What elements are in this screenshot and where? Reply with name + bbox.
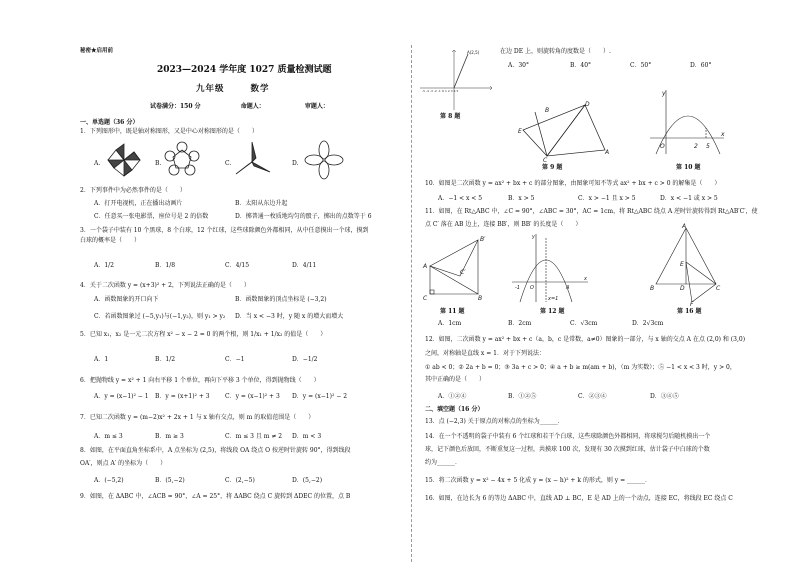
q2-option-c: C．任意买一张电影票，座位号是 2 的倍数 xyxy=(94,213,209,220)
q4-option-b: B．函数图象的顶点坐标是 (−3,2) xyxy=(235,296,327,303)
q5-option-b: B．1/2 xyxy=(155,356,176,363)
q8-option-b: B．(5,−2) xyxy=(155,477,185,484)
svg-text:C: C xyxy=(543,157,548,164)
figure-16-equilateral-triangle xyxy=(650,222,730,306)
q1-option-b: B. xyxy=(155,160,162,167)
question-12-line4: 其中正确的是（ ） xyxy=(425,376,486,383)
question-7: 7．已知二次函数 y = (m−2)x² + 2x + 1 与 x 轴有交点，则 m 的取值范围是（ ） xyxy=(80,414,315,421)
question-2: 2．下列事件中为必然事件的是（ ） xyxy=(80,187,186,194)
question-1: 1．下列图形中，既是轴对称图形，又是中心对称图形的是（ ） xyxy=(80,128,258,135)
q5-option-d: D．−1/2 xyxy=(292,356,318,363)
question-4: 4．关于二次函数 y = (x+3)² + 2，下列说法正确的是（ ） xyxy=(80,282,250,289)
q8-option-d: D．(5,−2) xyxy=(292,477,323,484)
svg-text:C: C xyxy=(423,295,428,302)
question-12-line3: ① ab < 0；② 2a + b = 0；③ 3a + c > 0；④ a + b ≥ m(am + b)，（m 为实数）；⑤ −1 < x < 3 时，y > 0， xyxy=(425,364,736,371)
question-14-line2: 球，记下颜色后放回，不断重复这一过程，共摸球 100 次，发现有 30 次摸到红球，估计袋子中白球的个数 xyxy=(425,446,710,453)
figure-11-triangles xyxy=(422,232,492,304)
q5-option-a: A．1 xyxy=(94,356,109,363)
pinwheel-figure xyxy=(104,140,144,180)
svg-text:y: y xyxy=(532,234,535,240)
question-11-line1: 11．如图，在 Rt△ABC 中，∠C = 90°，∠ABC = 30°，AC = 1cm，将 Rt△ABC 绕点 A 逆时针旋转得到 Rt△AB′C′，使 xyxy=(425,208,758,215)
q10-option-b: B．x > 5 xyxy=(508,195,535,202)
question-13: 13．点 (−2,3) 关于原点的对称点的坐标为______． xyxy=(425,418,564,425)
q11-option-c: C．√3cm xyxy=(570,320,598,327)
secret-label: 秘密★启用前 xyxy=(80,48,114,54)
q12-option-c: C．②③④ xyxy=(578,393,607,400)
q1-option-a: A. xyxy=(94,160,101,167)
svg-text:y: y xyxy=(662,90,666,97)
question-9-line2: 在边 DE 上，则旋转角的度数是（ ）. xyxy=(500,48,611,55)
q4-option-d: D．当 x < −3 时，y 随 x 的增大而增大 xyxy=(235,313,344,320)
subject-label: 数学 xyxy=(250,84,270,94)
question-16: 16．如图，在边长为 6 的等边 ΔABC 中，直线 AD ⊥ BC，E 是 AD 上的一个动点，连接 EC，将线段 EC 绕点 C xyxy=(425,495,733,502)
figure-9-triangles xyxy=(515,100,615,164)
svg-text:-1: -1 xyxy=(515,285,520,291)
q7-option-a: A．m ≤ 3 xyxy=(94,433,123,440)
svg-text:D: D xyxy=(585,101,590,108)
q8-option-c: C．(2,−5) xyxy=(225,477,255,484)
svg-text:B: B xyxy=(545,107,550,114)
q2-option-a: A．打开电视机，正在播出动画片 xyxy=(94,200,183,207)
q4-option-a: A．函数图象的开口向下 xyxy=(94,296,159,303)
svg-text:D: D xyxy=(680,285,685,292)
question-8-line1: 8．如图，在平面直角坐标系中，A 点坐标为 (2,5)，将线段 OA 绕点 O 按逆时针旋转 90°，得到线段 xyxy=(80,447,351,454)
figure-12-parabola xyxy=(510,232,590,304)
q3-option-b: B．1/8 xyxy=(155,262,176,269)
question-11-line2: 点 C′ 落在 AB 边上，连接 BB′，则 BB′ 的长度是（ ） xyxy=(425,221,582,228)
question-5: 5．已知 x₁，x₂ 是一元二次方程 x² − x − 2 = 0 的两个根，则 1/x₁ + 1/x₂ 的值是（ ） xyxy=(80,331,327,338)
q10-option-d: D．x < −1 或 x > 5 xyxy=(660,195,718,202)
q7-option-b: B．m ≥ 3 xyxy=(155,433,184,440)
q7-option-d: D．m < 3 xyxy=(292,433,322,440)
svg-text:E: E xyxy=(518,128,522,135)
svg-text:B′: B′ xyxy=(480,236,486,243)
setter-label: 命题人： xyxy=(240,103,265,110)
q12-option-d: D．③④⑤ xyxy=(650,393,679,400)
figure-8-coordinate-plane xyxy=(418,48,498,114)
q2-option-b: B．太阳从东边升起 xyxy=(235,200,288,207)
svg-text:A: A xyxy=(682,223,687,230)
question-3-line1: 3．一个袋子中装有 10 个黑球，8 个白球，12 个红球，这些球除颜色外都相同，从中任意摸出一个球，摸到 xyxy=(80,227,369,234)
question-10: 10．如图是二次函数 y = ax² + bx + c 的部分图象，由图象可知不等式 ax² + bx + c > 0 的解集是（ ） xyxy=(425,180,721,187)
question-9: 9．如图，在 ΔABC 中，∠ACB = 90°，∠A = 25°，将 ΔABC 绕点 C 旋转到 ΔDEC 的位置，点 B xyxy=(80,493,351,500)
q6-option-b: B．y = (x+1)² + 3 xyxy=(155,393,210,400)
svg-text:C: C xyxy=(716,285,721,292)
svg-text:A: A xyxy=(605,149,610,156)
q9-option-d: D．60° xyxy=(690,62,712,69)
svg-text:B: B xyxy=(650,285,655,292)
pentagon-flower-figure xyxy=(162,140,202,180)
q3-option-c: C．4/15 xyxy=(225,262,250,269)
q3-option-a: A．1/2 xyxy=(94,262,114,269)
svg-text:x: x xyxy=(584,276,587,282)
q3-option-d: D．4/11 xyxy=(292,262,317,269)
q9-option-c: C．50° xyxy=(630,62,652,69)
figure-8-point-label: A(2,5) xyxy=(467,50,480,55)
q10-option-c: C．x > −1 且 x > 5 xyxy=(578,195,636,202)
question-12-line1: 12．如图，二次函数 y = ax² + bx + c（a，b，c 是常数，a≠0）图象的一部分，与 x 轴的交点 A 在点 (2,0) 和 (3,0) xyxy=(425,336,746,343)
figure-9-caption: 第 9 题 xyxy=(542,164,563,171)
q6-option-c: C．y = (x−1)² + 3 xyxy=(225,393,280,400)
question-8-line2: OA′，则点 A′ 的坐标为（ ） xyxy=(80,460,167,467)
three-blade-figure xyxy=(232,140,272,180)
q7-option-c: C．m ≤ 3 且 m ≠ 2 xyxy=(225,433,283,440)
figure-12-caption: 第 12 题 xyxy=(540,308,565,315)
svg-text:A: A xyxy=(566,285,570,291)
svg-text:x=1: x=1 xyxy=(548,296,559,302)
svg-text:O: O xyxy=(530,285,534,291)
svg-text:-5 -4 -3 -2 -1 O 1 2 3 4 5: -5 -4 -3 -2 -1 O 1 2 3 4 5 xyxy=(422,89,459,93)
q5-option-c: C．−1 xyxy=(225,356,245,363)
q6-option-a: A．y = (x−1)² − 1 xyxy=(94,393,149,400)
q4-option-c: C．若函数图象过 (−5,y₁)与(−1,y₂)，则 y₁ > y₂ xyxy=(94,313,226,320)
grade-label: 九年级 xyxy=(196,84,225,94)
exam-title: 2023—2024 学年度 1027 质量检测试题 xyxy=(157,65,332,75)
question-6: 6．把抛物线 y = x² + 1 向右平移 1 个单位，再向下平移 3 个单位，得到抛物线（ ） xyxy=(80,377,320,384)
question-12-line2: 之间，对称轴是直线 x = 1．对于下列说法： xyxy=(425,350,545,357)
full-score: 试卷满分：150 分 xyxy=(150,103,201,110)
svg-text:F: F xyxy=(690,301,694,308)
q2-option-d: D．掷普通一枚质地均匀的骰子，掷出的点数等于 6 xyxy=(235,213,372,220)
figure-8-caption: 第 8 题 xyxy=(440,113,461,120)
q9-option-b: B．40° xyxy=(570,62,592,69)
svg-text:5: 5 xyxy=(706,143,710,150)
figure-10-parabola xyxy=(648,88,728,156)
question-3-line2: 白球的概率是（ ） xyxy=(80,237,141,244)
figure-10-caption: 第 10 题 xyxy=(676,164,701,171)
q1-option-c: C. xyxy=(225,160,232,167)
figure-11-caption: 第 11 题 xyxy=(440,308,465,315)
question-14-line3: 约为______． xyxy=(425,459,462,466)
q11-option-d: D．2√3cm xyxy=(632,320,664,327)
svg-text:E: E xyxy=(680,261,684,268)
section-2-heading: 二、填空题（16 分） xyxy=(425,406,484,413)
question-14-line1: 14．在一个不透明的袋子中装有 6 个红球和若干个白球，这些球除颜色外都相同，将球搅匀后随机摸出一个 xyxy=(425,433,711,440)
section-1-heading: 一、单选题（36 分） xyxy=(80,119,139,126)
svg-text:B: B xyxy=(478,295,483,302)
figure-16-caption: 第 16 题 xyxy=(677,308,702,315)
q1-option-d: D. xyxy=(292,160,299,167)
svg-text:2: 2 xyxy=(694,143,698,150)
svg-text:A: A xyxy=(423,263,428,270)
svg-text:x: x xyxy=(721,131,725,138)
column-divider xyxy=(411,45,412,562)
svg-text:O: O xyxy=(660,143,665,150)
q10-option-a: A．−1 < x < 5 xyxy=(438,195,483,202)
q11-option-a: A．1cm xyxy=(438,320,462,327)
q6-option-d: D．y = (x−1)² − 2 xyxy=(292,393,348,400)
q12-option-a: A．①②④ xyxy=(438,393,467,400)
grade-subject xyxy=(196,84,292,95)
question-15: 15．将二次函数 y = x² − 4x + 5 化成 y = (x − h)² + k 的形式，则 y = ______． xyxy=(425,477,652,484)
reviewer-label: 审题人： xyxy=(304,103,329,110)
q8-option-a: A．(−5,2) xyxy=(94,477,124,484)
svg-text:C′: C′ xyxy=(460,269,466,276)
four-petal-figure xyxy=(304,140,344,180)
q11-option-b: B．2cm xyxy=(508,320,532,327)
q9-option-a: A．30° xyxy=(508,62,529,69)
exam-meta xyxy=(150,103,367,111)
q12-option-b: B．①②⑤ xyxy=(508,393,537,400)
